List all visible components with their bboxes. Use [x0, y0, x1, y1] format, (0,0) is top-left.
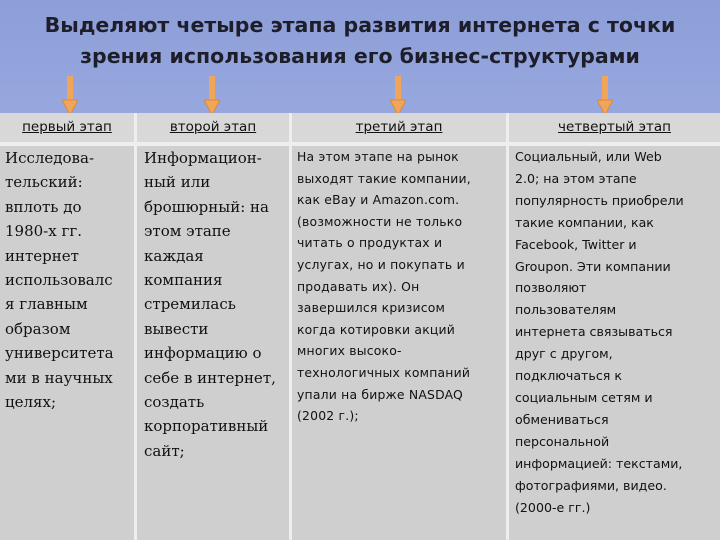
stage-3-header: третий этап — [292, 113, 506, 142]
stage-1-header: первый этап — [0, 113, 134, 142]
stage-2-header: второй этап — [137, 113, 289, 142]
stage-4-description: Социальный, или Web 2.0; на этом этапе популярность приобрели такие компании, как Facebook, Twitter и Groupon. Эти компании позволяют пользователям интернета связываться друг с другом, подключаться к социальным сетям и обмениваться персональной информацией: текстами, фотографиями, видео. (2000-е гг.) — [515, 149, 684, 515]
column-divider — [134, 113, 137, 540]
arrow-down-icon — [204, 76, 220, 116]
stage-3-description: На этом этапе на рынок выходят такие компании, как eBay и Amazon.com. (возможности не только читать о продуктах и услугах, но и покупать и продавать их). Он завершился кризисом когда котировки акций многих высоко- технологичных компаний упали на бирже NASDAQ (2002 г.); — [297, 149, 471, 424]
slide-title — [20, 10, 700, 80]
slide-title-line-2: зрения использования его бизнес-структурами — [80, 44, 640, 68]
arrow-down-icon — [62, 76, 78, 116]
arrow-down-icon — [390, 76, 406, 116]
column-divider — [289, 113, 292, 540]
column-divider — [506, 113, 509, 540]
stage-2-description: Информацион- ный или брошюрный: на этом этапе каждая компания стремилась вывести информацию о себе в интернет, создать корпоративный сайт; — [144, 149, 276, 460]
stages-table — [0, 113, 720, 540]
stage-4-header: четвертый этап — [509, 113, 720, 142]
stage-1-description: Исследова- тельский: вплоть до 1980-х гг. интернет использовалс я главным образом университета ми в научных целях; — [5, 149, 114, 412]
arrow-down-icon — [597, 76, 613, 116]
slide-title-line-1: Выделяют четыре этапа развития интернета с точки — [44, 13, 676, 37]
